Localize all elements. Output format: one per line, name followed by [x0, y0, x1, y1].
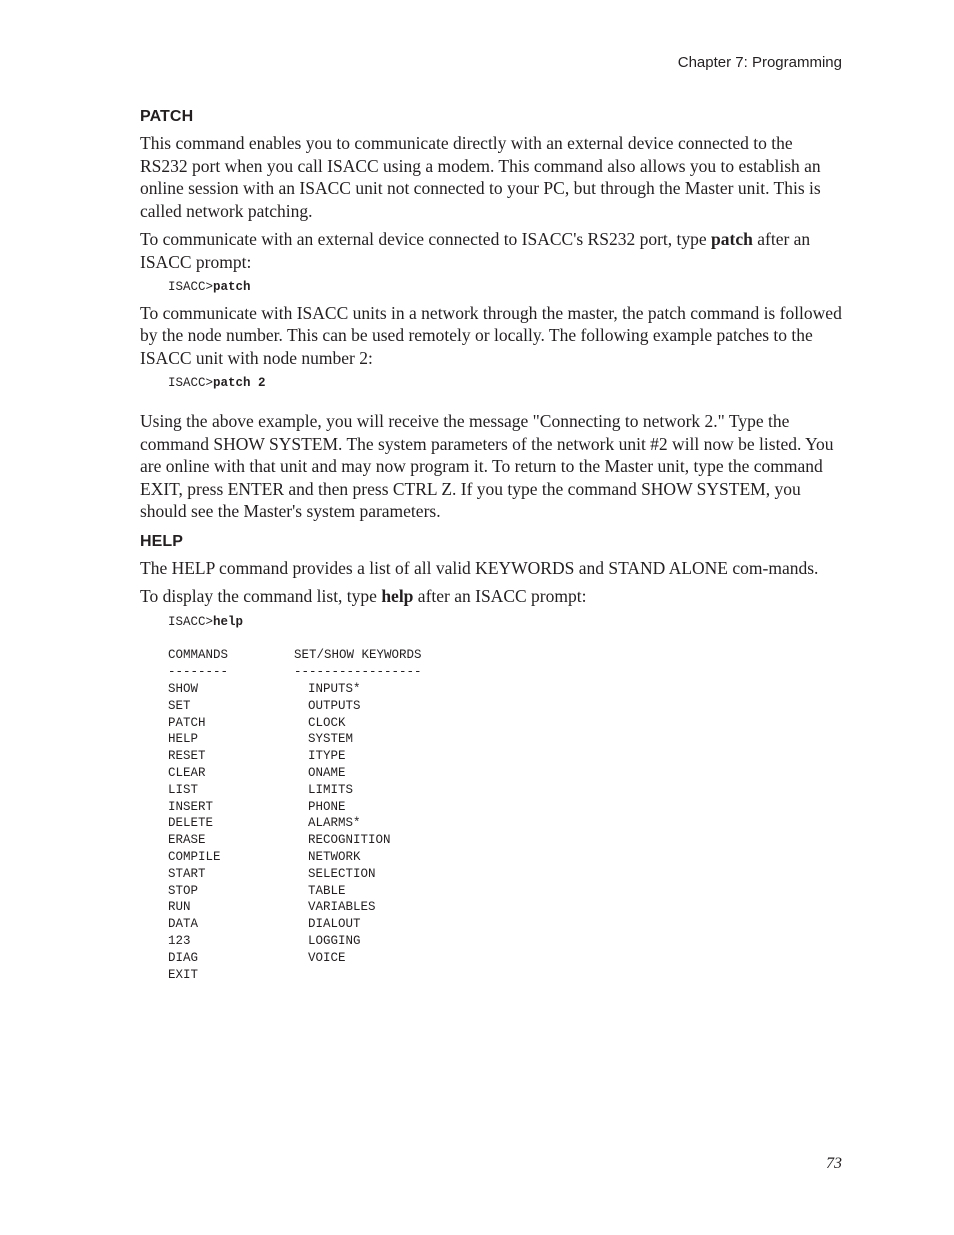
keyword-name: INPUTS*	[308, 681, 361, 696]
help-heading: HELP	[140, 532, 184, 550]
help-usage-text-before: To display the command list, type	[140, 586, 382, 607]
command-list-row	[168, 883, 422, 900]
keyword-name: SYSTEM	[308, 732, 354, 747]
commands-column-rule: --------	[168, 665, 229, 680]
command-list-row	[168, 782, 422, 799]
patch-keyword: patch	[711, 229, 753, 249]
command-list-row	[168, 849, 422, 866]
help-intro-paragraph: The HELP command provides a list of all valid KEYWORDS and STAND ALONE com-mands.	[140, 557, 819, 578]
command-name: 123	[168, 933, 191, 948]
command-name: CLEAR	[168, 765, 206, 780]
patch-node-code-example	[168, 375, 842, 392]
command-list-rule-row	[168, 664, 422, 681]
keyword-name: CLOCK	[308, 715, 346, 730]
code-command: help	[213, 614, 244, 629]
patch-heading: PATCH	[140, 108, 194, 125]
keyword-name: RECOGNITION	[308, 833, 391, 848]
command-list-row	[168, 698, 422, 715]
command-list-row	[168, 731, 422, 748]
help-usage-text-after: after an ISACC prompt:	[413, 586, 587, 607]
keyword-name: VOICE	[308, 950, 346, 965]
command-list-row	[168, 815, 422, 832]
command-name: START	[168, 866, 206, 881]
command-name: COMPILE	[168, 849, 221, 864]
command-list-row	[168, 681, 422, 698]
command-name: DELETE	[168, 816, 214, 831]
command-name: SET	[168, 698, 191, 713]
command-name: DIAG	[168, 950, 199, 965]
command-list-row	[168, 866, 422, 883]
commands-column-header: COMMANDS	[168, 648, 229, 663]
command-name: INSERT	[168, 799, 214, 814]
keyword-name: ITYPE	[308, 749, 346, 764]
code-prompt: ISACC>	[168, 376, 214, 391]
page-content	[140, 108, 842, 983]
keyword-name: LOGGING	[308, 933, 361, 948]
keyword-name: OUTPUTS	[308, 698, 361, 713]
keyword-name	[294, 967, 422, 984]
patch-example-paragraph: Using the above example, you will receive the message "Connecting to network 2." Type the command SHOW SYSTEM. The system parameters of the network unit #2 will now be listed. You are online with that unit and may now program it. To return to the Master unit, type the command EXIT, press ENTER and then press CTRL Z. If you type the command SHOW SYSTEM, you should see the Master's system parameters.	[140, 411, 834, 522]
command-name: ERASE	[168, 833, 206, 848]
keywords-column-rule: -----------------	[294, 665, 422, 680]
keyword-name: LIMITS	[308, 782, 354, 797]
command-name: DATA	[168, 917, 199, 932]
command-name: HELP	[168, 732, 199, 747]
patch-usage-text-before: To communicate with an external device connected to ISACC's RS232 port, type	[140, 229, 712, 249]
command-list-row	[168, 967, 422, 984]
command-list-row	[168, 799, 422, 816]
command-name: RESET	[168, 749, 206, 764]
help-code-example	[168, 614, 842, 631]
command-name: STOP	[168, 883, 199, 898]
page-number: 73	[826, 1155, 842, 1172]
keyword-name: VARIABLES	[308, 900, 376, 915]
code-command: patch 2	[213, 376, 266, 391]
command-name: SHOW	[168, 681, 199, 696]
command-list-row	[168, 832, 422, 849]
patch-usage-text-after: after an ISACC prompt:	[140, 229, 811, 272]
help-usage-paragraph	[140, 585, 842, 608]
code-prompt: ISACC>	[168, 614, 214, 629]
command-list-row	[168, 748, 422, 765]
code-prompt: ISACC>	[168, 280, 214, 294]
keyword-name: SELECTION	[308, 866, 376, 881]
help-command-list	[168, 647, 422, 983]
command-name: RUN	[168, 900, 191, 915]
keyword-name: TABLE	[308, 883, 346, 898]
keyword-name: ONAME	[308, 765, 346, 780]
command-list-row	[168, 765, 422, 782]
command-list-row	[168, 899, 422, 916]
help-keyword: help	[381, 586, 414, 607]
command-name: EXIT	[168, 967, 199, 982]
keyword-name: ALARMS*	[308, 816, 361, 831]
keywords-column-header: SET/SHOW KEYWORDS	[294, 648, 422, 663]
command-list-header-row	[168, 647, 422, 664]
keyword-name: PHONE	[308, 799, 346, 814]
keyword-name: NETWORK	[308, 849, 361, 864]
code-command: patch	[213, 280, 251, 294]
patch-usage-paragraph	[140, 228, 842, 273]
running-header: Chapter 7: Programming	[677, 54, 842, 71]
command-name: PATCH	[168, 715, 206, 730]
command-list-row	[168, 950, 422, 967]
command-list-row	[168, 715, 422, 732]
keyword-name: DIALOUT	[308, 917, 361, 932]
command-list-row	[168, 933, 422, 950]
patch-network-paragraph: To communicate with ISACC units in a network through the master, the patch command is followed by the node number. This can be used remotely or locally. The following example patches to the ISACC unit with node number 2:	[140, 302, 842, 368]
command-list-row	[168, 916, 422, 933]
patch-intro-paragraph: This command enables you to communicate directly with an external device connected to the RS232 port when you call ISACC using a modem. This command also allows you to establish an online session with an ISACC unit not connected to your PC, but through the Master unit. This is called network patching.	[140, 133, 821, 221]
patch-code-example	[168, 279, 842, 296]
command-name: LIST	[168, 782, 199, 797]
